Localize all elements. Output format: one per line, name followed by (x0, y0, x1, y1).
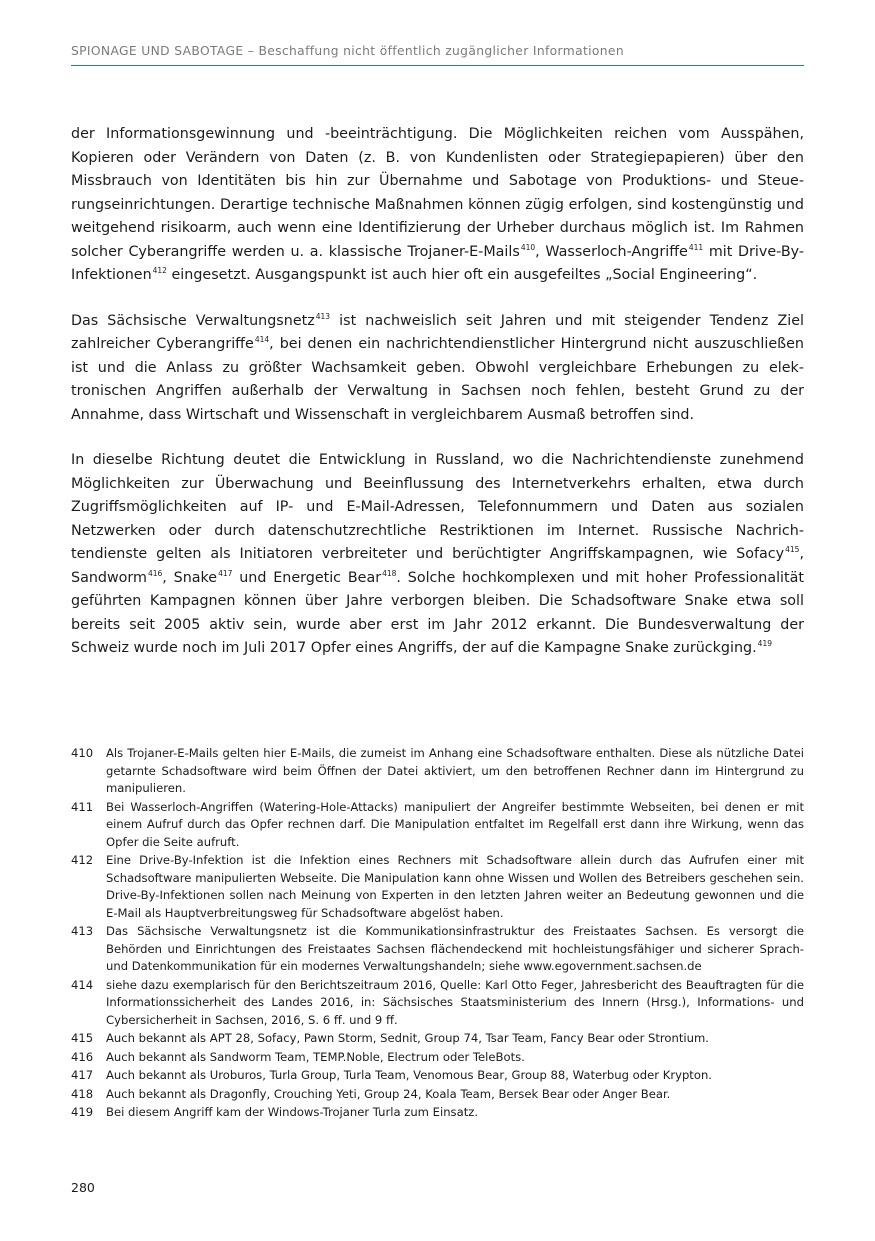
paragraph-text: ist nachweislich seit Jahren und mit steigender Tendenz Ziel zahlreicher Cyberangriffe (71, 312, 804, 352)
footnote-text: Auch bekannt als Sandworm Team, TEMP.Noble, Electrum oder TeleBots. (106, 1049, 525, 1064)
paragraph-text: der Informationsgewinnung und -beeinträchtigung. Die Möglichkeiten reichen vom Ausspähen, Kopieren oder Verändern von Daten (z. B. von Kundenlisten oder Strategiepapieren) über den Missbrauch von Identitäten bis hin zur Übernahme und Sabotage von Produktions- und Steuerungseinrichtungen. Derartige technische Maßnahmen können zügig erfolgen, sind kostengünstig und weitgehend risikoarm, auch wenn eine Identifizierung der Urheber durchaus möglich ist. Im Rahmen solcher Cyberangriffe werden u. a. klassische Trojaner-E-Mails (71, 126, 804, 260)
paragraph-text: , bei denen ein nachrichtendienstlicher Hintergrund nicht auszuschließen ist und die Anlass zu größter Wachsamkeit geben. Obwohl vergleichbare Erhebungen zu elektronischen Angriffen außerhalb der Verwaltung in Sachsen noch fehlen, besteht Grund zu der Annahme, dass Wirtschaft und Wissenschaft in vergleichbarem Ausmaß betroffen sind. (71, 336, 804, 423)
footnote-number: 415 (71, 1031, 94, 1045)
paragraph-text: Das Sächsische Verwaltungsnetz (71, 312, 315, 329)
paragraph-text: eingesetzt. Ausgangspunkt ist auch hier oft ein ausgefeiltes „Social Engineering“. (166, 267, 758, 283)
footnote-text: Als Trojaner-E-Mails gelten hier E-Mails, die zumeist im Anhang eine Schadsoftware enthalten. Diese als nützliche Datei getarnte Schadsoftware wird beim Öffnen der Datei aktiviert, um den betroffenen Rechner dann im Hintergrund zu manipulieren. (106, 746, 804, 795)
paragraph-text: mit Drive-By-Infektionen (71, 243, 804, 283)
footnote-ref[interactable]: 410 (520, 242, 536, 252)
footnote-text: Bei diesem Angriff kam der Windows-Trojaner Turla zum Einsatz. (106, 1105, 479, 1119)
footnote-ref[interactable]: 413 (315, 311, 331, 321)
footnote-414 (71, 977, 804, 1030)
paragraph-2 (71, 310, 804, 428)
footnotes (71, 745, 804, 1123)
footnote-ref[interactable]: 414 (254, 335, 270, 344)
paragraph-text: und Energetic Bear (232, 569, 382, 586)
body-text (71, 123, 804, 661)
page-number: 280 (71, 1180, 95, 1195)
footnote-number: 413 (71, 924, 94, 938)
paragraph-1 (71, 123, 804, 288)
paragraph-text: , Wasserloch-Angriffe (535, 243, 688, 260)
footnote-number: 411 (71, 799, 94, 814)
footnote-417 (71, 1067, 804, 1085)
footnote-text: Auch bekannt als Dragonfly, Crouching Yeti, Group 24, Koala Team, Bersek Bear oder Anger Bear. (106, 1086, 671, 1101)
footnote-number: 414 (71, 977, 94, 992)
footnote-number: 419 (71, 1105, 94, 1119)
running-header: SPIONAGE UND SABOTAGE – Beschaffung nicht öffentlich zugänglicher Informationen (71, 44, 624, 58)
footnote-number: 410 (71, 746, 94, 760)
footnote-text: Das Sächsische Verwaltungsnetz ist die Kommunikationsinfrastruktur des Freistaates Sachsen. Es versorgt die Behörden und Einrichtungen des Freistaates Sachsen flächendeckend mit hochleistungsfähiger und sicherer Sprach- und Datenkommunikation für ein modernes Verwaltungshandeln; siehe www.egovernment.sachsen.de (106, 924, 804, 973)
paragraph-text: , Snake (162, 569, 218, 586)
footnote-ref[interactable]: 416 (147, 568, 163, 578)
header-rule (71, 65, 804, 66)
footnote-text: Auch bekannt als Uroburos, Turla Group, Turla Team, Venomous Bear, Group 88, Waterbug oder Krypton. (106, 1068, 712, 1082)
footnote-418 (71, 1086, 804, 1104)
footnote-412 (71, 852, 804, 922)
paragraph-text: , Sandworm (71, 546, 804, 586)
footnote-ref[interactable]: 411 (688, 242, 704, 252)
footnote-number: 416 (71, 1049, 94, 1064)
footnote-number: 418 (71, 1086, 94, 1101)
footnote-419 (71, 1104, 804, 1122)
paragraph-text: . Solche hochkomplexen und mit hoher Professionalität geführten Kampagnen können über Jahre verborgen bleiben. Die Schadsoftware Snake etwa soll bereits seit 2005 aktiv sein, wurde aber erst im Jahr 2012 erkannt. Die Bundesverwaltung der Schweiz wurde noch im Juli 2017 Opfer eines Angriffs, der auf die Kampagne Snake zurückging. (71, 569, 804, 656)
footnote-ref[interactable]: 418 (382, 568, 397, 578)
footnote-410 (71, 745, 804, 798)
footnote-413 (71, 923, 804, 976)
footnote-text: Bei Wasserloch-Angriffen (Watering-Hole-Attacks) manipuliert der Angreifer bestimmte Webseiten, bei denen er mit einem Aufruf durch das Opfer rechnen darf. Die Manipulation entfaltet im Regelfall erst dann ihre Wirkung, wenn das Opfer die Seite aufruft. (106, 799, 804, 849)
footnote-ref[interactable]: 412 (152, 266, 167, 275)
footnote-411 (71, 799, 804, 852)
footnote-text: Auch bekannt als APT 28, Sofacy, Pawn Storm, Sednit, Group 74, Tsar Team, Fancy Bear oder Strontium. (106, 1031, 709, 1045)
footnote-ref[interactable]: 415 (785, 545, 800, 554)
footnote-416 (71, 1049, 804, 1067)
footnote-ref[interactable]: 419 (757, 639, 772, 648)
paragraph-3 (71, 449, 804, 661)
paragraph-text: In dieselbe Richtung deutet die Entwicklung in Russland, wo die Nachrichtendienste zunehmend Möglichkeiten zur Überwachung und Beeinflussung des Internetverkehrs erhalten, etwa durch Zugriffsmöglichkeiten auf IP- und E-Mail-Adressen, Telefonnummern und Daten aus sozialen Netzwerken oder durch datenschutzrechtliche Restriktionen im Internet. Russische Nachrichtendienste gelten als Initiatoren verbreiteter und berüchtigter Angriffskampagnen, wie Sofacy (71, 452, 804, 562)
footnote-415 (71, 1030, 804, 1048)
footnote-ref[interactable]: 417 (218, 568, 233, 578)
footnote-text: Eine Drive-By-Infektion ist die Infektion eines Rechners mit Schadsoftware allein durch das Aufrufen einer mit Schadsoftware manipulierten Webseite. Die Manipulation kann ohne Wissen und Wollen des Betreibers geschehen sein. Drive-By-Infektionen sollen nach Meinung von Experten in den letzten Jahren weiter an Bedeutung gewonnen und die E-Mail als Hauptverbreitungsweg für Schadsoftware abgelöst haben. (106, 853, 804, 920)
footnote-number: 417 (71, 1068, 94, 1082)
footnote-text: siehe dazu exemplarisch für den Berichtszeitraum 2016, Quelle: Karl Otto Feger, Jahresbericht des Beauftragten für die Informationssicherheit des Landes 2016, in: Sächsisches Staatsministerium des Innern (Hrsg.), Informations- und Cybersicherheit in Sachsen, 2016, S. 6 ff. und 9 ff. (106, 977, 804, 1027)
footnote-number: 412 (71, 853, 94, 867)
